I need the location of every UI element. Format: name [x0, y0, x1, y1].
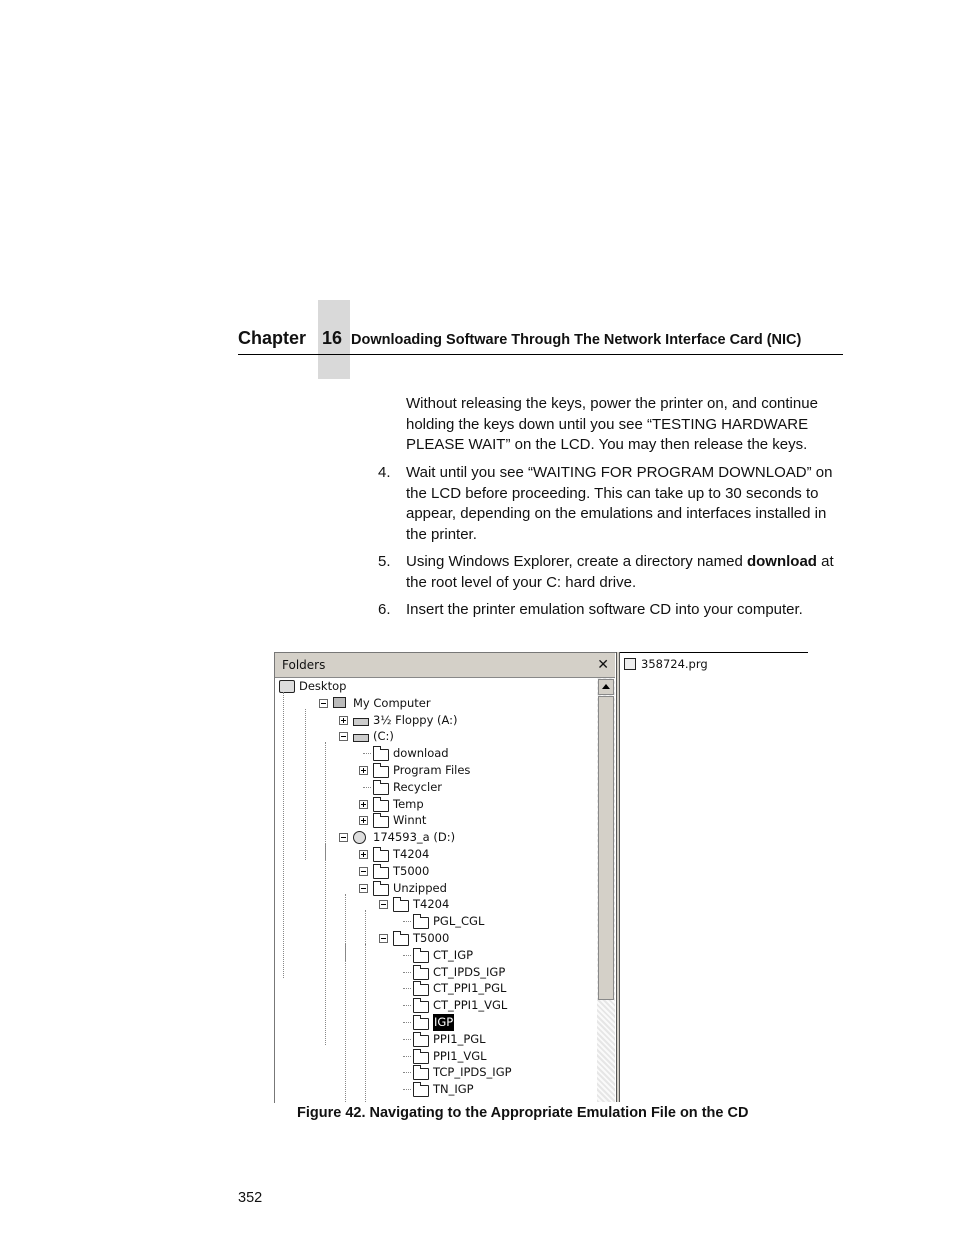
tree-item-label: T5000 — [413, 931, 450, 945]
folder-icon — [413, 1001, 429, 1013]
tree-item[interactable] — [357, 930, 597, 947]
folders-pane — [274, 652, 617, 1103]
chapter-number: 16 — [322, 328, 343, 348]
tree-item[interactable] — [357, 896, 597, 913]
desktop-icon — [279, 680, 295, 693]
tree-item-label: TN_IGP — [433, 1082, 474, 1097]
tree-item-label: CT_IPDS_IGP — [433, 964, 506, 979]
expand-icon[interactable] — [339, 716, 348, 725]
tree-connector — [403, 972, 411, 973]
folder-icon — [373, 850, 389, 862]
tree-item-label: Program Files — [393, 763, 471, 777]
step-number: 5. — [378, 553, 391, 570]
tree-item[interactable] — [377, 997, 597, 1014]
tree-connector — [403, 1056, 411, 1057]
tree-item[interactable] — [317, 829, 577, 846]
tree-item-label: PPI1_VGL — [433, 1048, 487, 1063]
folder-icon — [393, 900, 409, 912]
tree-connector — [403, 1072, 411, 1073]
tree-item[interactable] — [377, 1048, 597, 1065]
folder-icon — [393, 934, 409, 946]
folder-icon — [373, 766, 389, 778]
folder-icon — [413, 917, 429, 929]
expand-icon[interactable] — [359, 816, 368, 825]
tree-item-label: Desktop — [299, 679, 347, 693]
tree-item-label: CT_PPI1_PGL — [433, 981, 507, 996]
tree-item[interactable] — [337, 846, 597, 863]
tree-item-label: T4204 — [413, 897, 450, 912]
tree-item[interactable] — [337, 812, 597, 829]
explorer-screenshot — [274, 652, 808, 1102]
file-name: 358724.prg — [641, 657, 708, 671]
folder-icon — [413, 1085, 429, 1097]
expand-icon[interactable] — [359, 850, 368, 859]
tree-item[interactable] — [377, 964, 597, 981]
folder-icon — [413, 1052, 429, 1064]
folder-icon — [373, 884, 389, 896]
directory-name: download — [746, 553, 817, 570]
tree-item-label: PGL_CGL — [433, 914, 485, 929]
folder-icon — [373, 783, 389, 795]
folder-icon — [413, 968, 429, 980]
tree-item[interactable] — [337, 762, 597, 779]
folder-icon — [373, 800, 389, 812]
tree-connector — [365, 944, 366, 1102]
tree-item[interactable] — [377, 1081, 597, 1098]
header-rule — [238, 354, 843, 355]
step-number: 4. — [378, 464, 391, 481]
cd-drive-icon — [353, 831, 366, 844]
tree-item[interactable] — [377, 1064, 597, 1081]
tree-item[interactable] — [337, 745, 597, 762]
tree-item-label: Recycler — [393, 779, 442, 794]
folders-header — [275, 653, 615, 678]
scroll-up-arrow-icon[interactable] — [598, 679, 614, 695]
folder-icon — [373, 749, 389, 761]
tree-item[interactable] — [317, 728, 577, 745]
step-text: Wait until you see “WAITING FOR PROGRAM DOWNLOAD” on the LCD before proceeding. This can take up to 30 seconds to appear, depending on the emulations and interfaces installed in the printer. — [406, 464, 833, 543]
tree-connector — [403, 921, 411, 922]
folder-icon — [413, 1068, 429, 1080]
tree-connector — [403, 1005, 411, 1006]
expand-icon[interactable] — [359, 800, 368, 809]
files-pane — [620, 652, 808, 1103]
step-text — [406, 552, 846, 593]
floppy-drive-icon — [353, 718, 369, 726]
collapse-icon[interactable] — [379, 934, 388, 943]
folder-icon — [413, 984, 429, 996]
tree-item[interactable] — [337, 796, 597, 813]
vertical-scrollbar[interactable] — [597, 678, 615, 1102]
collapse-icon[interactable] — [339, 833, 348, 842]
tree-item[interactable] — [317, 712, 577, 729]
prg-file-icon — [624, 658, 636, 670]
tree-connector — [363, 787, 371, 788]
scroll-thumb[interactable] — [598, 696, 614, 1000]
tree-connector — [325, 843, 326, 1045]
step-text-part: Using Windows Explorer, create a directory named — [406, 553, 747, 570]
tree-item-label: Unzipped — [393, 880, 447, 895]
tree-item[interactable] — [377, 947, 597, 964]
tree-connector — [403, 1022, 411, 1023]
tree-item-label: (C:) — [373, 729, 394, 744]
chapter-label: Chapter — [238, 328, 307, 348]
tree-connector — [363, 753, 371, 754]
folder-icon — [413, 1035, 429, 1047]
tree-item-label: download — [393, 746, 449, 761]
folder-icon — [373, 867, 389, 879]
page-number: 352 — [238, 1190, 263, 1206]
folder-icon — [413, 951, 429, 963]
tree-connector — [403, 1039, 411, 1040]
tree-item-label: 3½ Floppy (A:) — [373, 712, 458, 727]
tree-item[interactable] — [337, 863, 597, 880]
tree-item[interactable] — [337, 880, 597, 897]
intro-paragraph: Without releasing the keys, power the printer on, and continue holding the keys down until you see “TESTING HARDWARE PLEASE WAIT” on the LCD. You may then release the keys. — [406, 395, 818, 454]
tree-item-label: PPI1_PGL — [433, 1031, 486, 1046]
tree-item-label: IGP — [434, 1015, 454, 1029]
collapse-icon[interactable] — [359, 867, 368, 876]
tree-item-label: Temp — [393, 796, 424, 811]
close-icon[interactable]: ✕ — [597, 657, 609, 673]
tree-item[interactable] — [377, 913, 597, 930]
folder-tree — [275, 678, 597, 1102]
tree-item[interactable] — [377, 1031, 597, 1048]
tree-item[interactable] — [377, 1014, 597, 1031]
collapse-icon[interactable] — [379, 900, 388, 909]
tree-connector — [345, 944, 346, 961]
tree-connector — [365, 910, 366, 944]
tree-item-label: TCP_IPDS_IGP — [433, 1065, 512, 1080]
expand-icon[interactable] — [359, 766, 368, 775]
chapter-title: Downloading Software Through The Network Interface Card (NIC) — [351, 332, 802, 348]
folders-title: Folders — [282, 658, 326, 672]
tree-connector — [345, 894, 346, 1102]
tree-item[interactable] — [377, 980, 597, 997]
step-text-part: at the root level of your C: hard drive. — [406, 553, 834, 591]
tree-item[interactable] — [337, 779, 597, 796]
hard-drive-icon — [353, 734, 369, 742]
folder-icon — [373, 816, 389, 828]
collapse-icon[interactable] — [339, 732, 348, 741]
tree-item-label: T4204 — [393, 847, 430, 861]
step-number: 6. — [378, 601, 391, 618]
tree-connector — [403, 988, 411, 989]
collapse-icon[interactable] — [359, 884, 368, 893]
tree-connector — [403, 1089, 411, 1090]
tree-item-label: CT_PPI1_VGL — [433, 998, 508, 1013]
collapse-icon[interactable] — [319, 699, 328, 708]
computer-icon — [333, 697, 346, 708]
tree-item-label: My Computer — [353, 695, 431, 710]
step-text: Insert the printer emulation software CD into your computer. — [406, 601, 803, 618]
tree-item-label: CT_IGP — [433, 947, 474, 962]
open-folder-icon — [413, 1018, 429, 1030]
tree-item-label: Winnt — [393, 813, 427, 828]
tree-item-label: 174593_a (D:) — [373, 830, 456, 845]
tree-connector — [403, 955, 411, 956]
tree-item-label: T5000 — [393, 863, 430, 878]
tree-item[interactable] — [277, 678, 537, 695]
tree-item[interactable] — [297, 695, 557, 712]
tree-connector — [283, 692, 284, 978]
figure-caption: Figure 42. Navigating to the Appropriate Emulation File on the CD — [297, 1105, 749, 1121]
tree-connector — [305, 709, 306, 860]
